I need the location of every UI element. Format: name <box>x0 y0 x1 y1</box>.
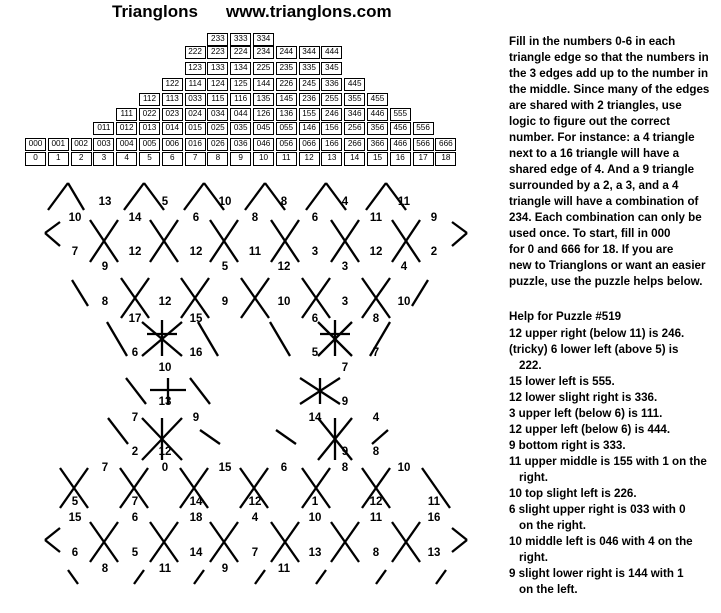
triangle-number: 6 <box>71 547 79 559</box>
table-combo-cell: 266 <box>344 138 365 151</box>
help-hint-line: 9 slight lower right is 144 with 1 <box>509 567 684 580</box>
triangle-number: 5 <box>71 496 79 508</box>
table-combo-cell: 245 <box>299 78 320 91</box>
table-combo-cell: 002 <box>71 138 92 151</box>
table-combo-cell: 066 <box>299 138 320 151</box>
triangle-number: 7 <box>101 462 109 474</box>
table-combo-cell: 015 <box>185 122 206 135</box>
help-title: Help for Puzzle #519 <box>509 310 622 323</box>
table-combo-cell: 046 <box>253 138 274 151</box>
table-combo-cell: 556 <box>413 122 434 135</box>
table-combo-cell: 246 <box>321 108 342 121</box>
table-combo-cell: 222 <box>185 46 206 59</box>
instruction-line: are shared with 2 triangles, use <box>509 99 682 112</box>
table-combo-cell: 124 <box>207 78 228 91</box>
triangle-number: 10 <box>158 362 172 374</box>
triangle-number: 9 <box>341 446 349 458</box>
triangle-number: 6 <box>192 212 200 224</box>
table-combo-cell: 033 <box>185 93 206 106</box>
instruction-line: surrounded by a 2, a 3, and a 4 <box>509 179 679 192</box>
table-combo-cell: 112 <box>139 93 160 106</box>
help-hint-line: right. <box>519 551 548 564</box>
triangle-number: 7 <box>131 496 139 508</box>
triangle-number: 12 <box>248 496 262 508</box>
instruction-line: puzzle, use the puzzle helps below. <box>509 275 703 288</box>
triangle-number: 16 <box>189 347 203 359</box>
instruction-line: the middle. Since many of the edges <box>509 83 710 96</box>
table-sum-cell: 2 <box>71 152 92 166</box>
triangle-number: 17 <box>128 313 142 325</box>
table-combo-cell: 034 <box>207 108 228 121</box>
table-sum-cell: 12 <box>299 152 320 166</box>
table-combo-cell: 006 <box>162 138 183 151</box>
help-hint-line: 15 lower left is 555. <box>509 375 615 388</box>
triangle-number: 11 <box>427 496 441 508</box>
triangle-number: 18 <box>189 512 203 524</box>
triangle-edge <box>200 430 220 444</box>
triangle-number: 12 <box>158 296 172 308</box>
triangle-number: 9 <box>430 212 438 224</box>
triangle-edge <box>412 280 428 306</box>
triangle-edge <box>45 540 60 552</box>
triangle-number: 8 <box>101 296 109 308</box>
help-hint-line: 10 top slight left is 226. <box>509 487 637 500</box>
triangle-number: 12 <box>277 261 291 273</box>
table-sum-cell: 18 <box>435 152 456 166</box>
triangle-edge <box>376 570 386 584</box>
triangle-number: 2 <box>430 246 438 258</box>
triangle-number: 12 <box>369 246 383 258</box>
triangle-number: 5 <box>131 547 139 559</box>
table-sum-cell: 0 <box>25 152 46 166</box>
help-hint-line: on the right. <box>519 519 586 532</box>
instruction-line: for 0 and 666 for 18. If you are <box>509 243 674 256</box>
instruction-line: logic to figure out the correct <box>509 115 671 128</box>
table-combo-cell: 136 <box>276 108 297 121</box>
table-combo-cell: 013 <box>139 122 160 135</box>
table-sum-cell: 10 <box>253 152 274 166</box>
table-combo-cell: 035 <box>230 122 251 135</box>
table-combo-cell: 344 <box>299 46 320 59</box>
triangle-number: 16 <box>427 512 441 524</box>
table-sum-cell: 1 <box>48 152 69 166</box>
triangle-number: 10 <box>397 462 411 474</box>
table-combo-cell: 455 <box>367 93 388 106</box>
triangle-number: 8 <box>372 313 380 325</box>
table-combo-cell: 044 <box>230 108 251 121</box>
triangle-edge <box>190 378 210 404</box>
triangle-number: 5 <box>161 196 169 208</box>
triangle-number: 6 <box>280 462 288 474</box>
table-sum-cell: 11 <box>276 152 297 166</box>
triangle-edge <box>134 570 144 584</box>
triangle-edge <box>452 222 467 233</box>
triangle-number: 10 <box>277 296 291 308</box>
instructions <box>509 34 719 290</box>
table-combo-cell: 056 <box>276 138 297 151</box>
triangle-number: 11 <box>369 512 383 524</box>
triangle-number: 8 <box>280 196 288 208</box>
table-combo-cell: 133 <box>207 62 228 75</box>
triangle-number: 11 <box>158 563 172 575</box>
triangle-number: 10 <box>218 196 232 208</box>
table-combo-cell: 135 <box>253 93 274 106</box>
table-combo-cell: 255 <box>321 93 342 106</box>
instruction-line: Fill in the numbers 0-6 in each <box>509 35 676 48</box>
triangle-number: 11 <box>277 563 291 575</box>
triangle-edge <box>366 183 386 210</box>
table-combo-cell: 122 <box>162 78 183 91</box>
table-sum-cell: 16 <box>390 152 411 166</box>
help-hint-line: 10 middle left is 046 with 4 on the <box>509 535 693 548</box>
table-combo-cell: 555 <box>390 108 411 121</box>
instruction-line: next to a 16 triangle will have a <box>509 147 680 160</box>
table-combo-cell: 016 <box>185 138 206 151</box>
table-combo-cell: 003 <box>93 138 114 151</box>
table-combo-cell: 366 <box>367 138 388 151</box>
triangle-number: 14 <box>189 496 203 508</box>
table-combo-cell: 223 <box>207 46 228 59</box>
triangle-edge <box>107 322 127 356</box>
table-combo-cell: 355 <box>344 93 365 106</box>
table-combo-cell: 335 <box>299 62 320 75</box>
triangle-number: 11 <box>248 246 262 258</box>
table-sum-cell: 9 <box>230 152 251 166</box>
help-hint-line: 6 slight upper right is 033 with 0 <box>509 503 686 516</box>
help-hint-line: 12 upper left (below 6) is 444. <box>509 423 671 436</box>
triangle-edge <box>68 570 78 584</box>
triangle-edge <box>108 418 128 444</box>
triangle-number: 8 <box>372 446 380 458</box>
triangle-number: 5 <box>311 347 319 359</box>
triangle-number: 12 <box>369 496 383 508</box>
table-sum-cell: 14 <box>344 152 365 166</box>
triangle-number: 14 <box>308 412 322 424</box>
table-combo-cell: 244 <box>276 46 297 59</box>
site-title: Trianglons <box>112 2 198 21</box>
table-combo-cell: 446 <box>367 108 388 121</box>
triangle-number: 13 <box>308 547 322 559</box>
instruction-line: shared edge of 4. And a 9 triangle <box>509 163 695 176</box>
triangle-edge <box>255 570 265 584</box>
table-combo-cell: 145 <box>276 93 297 106</box>
table-combo-cell: 225 <box>253 62 274 75</box>
triangle-number: 11 <box>369 212 383 224</box>
triangle-edge <box>276 430 296 444</box>
table-combo-cell: 014 <box>162 122 183 135</box>
help-hint-line: 222. <box>519 359 542 372</box>
instruction-line: triangle will have a combination of <box>509 195 699 208</box>
triangle-number: 7 <box>131 412 139 424</box>
help-list <box>509 326 721 598</box>
table-combo-cell: 025 <box>207 122 228 135</box>
triangle-edge <box>245 183 265 210</box>
help-hint-line: 3 upper left (below 6) is 111. <box>509 407 663 420</box>
instruction-line: used once. To start, fill in 000 <box>509 227 671 240</box>
table-combo-cell: 055 <box>276 122 297 135</box>
triangle-number: 12 <box>158 446 172 458</box>
instruction-line: 234. Each combination can only be <box>509 211 702 224</box>
triangle-number: 9 <box>221 563 229 575</box>
triangle-number: 1 <box>311 496 319 508</box>
triangle-edge <box>48 183 68 210</box>
triangle-edge <box>184 183 204 210</box>
table-sum-cell: 6 <box>162 152 183 166</box>
triangle-edge <box>72 280 88 306</box>
triangle-number: 6 <box>311 313 319 325</box>
triangle-number: 12 <box>128 246 142 258</box>
triangle-number: 7 <box>341 362 349 374</box>
table-combo-cell: 114 <box>185 78 206 91</box>
table-combo-cell: 444 <box>321 46 342 59</box>
table-combo-cell: 226 <box>276 78 297 91</box>
triangle-number: 7 <box>372 347 380 359</box>
table-combo-cell: 333 <box>230 33 251 46</box>
table-combo-cell: 356 <box>367 122 388 135</box>
table-combo-cell: 666 <box>435 138 456 151</box>
table-combo-cell: 005 <box>139 138 160 151</box>
table-combo-cell: 024 <box>185 108 206 121</box>
table-combo-cell: 566 <box>413 138 434 151</box>
table-combo-cell: 126 <box>253 108 274 121</box>
triangle-edge <box>436 570 446 584</box>
help-hint-line: right. <box>519 471 548 484</box>
table-combo-cell: 456 <box>390 122 411 135</box>
table-combo-cell: 001 <box>48 138 69 151</box>
triangle-number: 10 <box>68 212 82 224</box>
triangle-number: 15 <box>68 512 82 524</box>
table-combo-cell: 144 <box>253 78 274 91</box>
table-sum-cell: 8 <box>207 152 228 166</box>
triangle-edge <box>452 233 467 246</box>
triangle-number: 5 <box>221 261 229 273</box>
triangle-edge <box>194 570 204 584</box>
triangle-number: 12 <box>189 246 203 258</box>
triangle-edge <box>126 378 146 404</box>
table-combo-cell: 345 <box>321 62 342 75</box>
triangle-edge <box>270 322 290 356</box>
triangle-number: 6 <box>131 347 139 359</box>
triangle-number: 3 <box>341 261 349 273</box>
triangle-edge <box>124 183 144 210</box>
triangle-number: 15 <box>189 313 203 325</box>
triangle-number: 11 <box>397 196 411 208</box>
triangle-number: 13 <box>98 196 112 208</box>
triangle-edge <box>68 183 84 210</box>
triangle-number: 7 <box>251 547 259 559</box>
help-hint-line: on the left. <box>519 583 578 596</box>
table-combo-cell: 036 <box>230 138 251 151</box>
help-hint-line: 11 upper middle is 155 with 1 on the <box>509 455 707 468</box>
triangle-number: 7 <box>71 246 79 258</box>
triangle-edge <box>452 540 467 552</box>
triangle-edge <box>306 183 326 210</box>
table-combo-cell: 235 <box>276 62 297 75</box>
triangle-number: 10 <box>397 296 411 308</box>
table-combo-cell: 156 <box>321 122 342 135</box>
table-combo-cell: 224 <box>230 46 251 59</box>
table-combo-cell: 336 <box>321 78 342 91</box>
triangle-number: 4 <box>372 412 380 424</box>
table-combo-cell: 233 <box>207 33 228 46</box>
triangle-number: 4 <box>341 196 349 208</box>
triangle-number: 4 <box>251 512 259 524</box>
triangle-edge <box>45 233 60 246</box>
table-combo-cell: 004 <box>116 138 137 151</box>
table-combo-cell: 155 <box>299 108 320 121</box>
triangle-number: 9 <box>221 296 229 308</box>
table-sum-cell: 7 <box>185 152 206 166</box>
table-sum-cell: 4 <box>116 152 137 166</box>
table-sum-cell: 17 <box>413 152 434 166</box>
table-sum-cell: 3 <box>93 152 114 166</box>
triangle-number: 9 <box>192 412 200 424</box>
table-combo-cell: 134 <box>230 62 251 75</box>
site-url[interactable]: www.trianglons.com <box>225 2 392 21</box>
triangle-number: 2 <box>131 446 139 458</box>
triangle-edge <box>452 528 467 540</box>
table-combo-cell: 445 <box>344 78 365 91</box>
table-combo-cell: 346 <box>344 108 365 121</box>
table-combo-cell: 012 <box>116 122 137 135</box>
triangle-number: 6 <box>311 212 319 224</box>
table-sum-cell: 5 <box>139 152 160 166</box>
table-combo-cell: 026 <box>207 138 228 151</box>
table-combo-cell: 023 <box>162 108 183 121</box>
triangle-number: 0 <box>161 462 169 474</box>
table-sum-cell: 13 <box>321 152 342 166</box>
triangle-edge <box>45 222 60 233</box>
table-combo-cell: 113 <box>162 93 183 106</box>
table-combo-cell: 000 <box>25 138 46 151</box>
triangle-number: 3 <box>311 246 319 258</box>
help-hint-line: 9 bottom right is 333. <box>509 439 626 452</box>
triangle-number: 8 <box>341 462 349 474</box>
triangle-number: 8 <box>372 547 380 559</box>
table-combo-cell: 022 <box>139 108 160 121</box>
triangle-number: 10 <box>308 512 322 524</box>
instruction-line: number. For instance: a 4 triangle <box>509 131 695 144</box>
triangle-number: 14 <box>189 547 203 559</box>
triangle-number: 15 <box>218 462 232 474</box>
triangle-number: 13 <box>158 396 172 408</box>
triangle-number: 8 <box>251 212 259 224</box>
triangle-number: 4 <box>400 261 408 273</box>
table-combo-cell: 045 <box>253 122 274 135</box>
table-combo-cell: 111 <box>116 108 137 121</box>
table-combo-cell: 166 <box>321 138 342 151</box>
triangle-number: 13 <box>427 547 441 559</box>
help-hint-line: (tricky) 6 lower left (above 5) is <box>509 343 679 356</box>
help-hint-line: 12 lower slight right is 336. <box>509 391 658 404</box>
triangle-edge <box>316 570 326 584</box>
triangle-number: 3 <box>341 296 349 308</box>
table-combo-cell: 125 <box>230 78 251 91</box>
table-combo-cell: 123 <box>185 62 206 75</box>
instruction-line: triangle edge so that the numbers in <box>509 51 709 64</box>
triangle-number: 6 <box>131 512 139 524</box>
triangle-number: 8 <box>101 563 109 575</box>
table-combo-cell: 234 <box>253 46 274 59</box>
triangle-edge <box>45 528 60 540</box>
help-hint-line: 12 upper right (below 11) is 246. <box>509 327 685 340</box>
table-sum-cell: 15 <box>367 152 388 166</box>
table-combo-cell: 115 <box>207 93 228 106</box>
table-combo-cell: 466 <box>390 138 411 151</box>
table-combo-cell: 256 <box>344 122 365 135</box>
instruction-line: the 3 edges add up to the number in <box>509 67 709 80</box>
triangle-edge <box>372 430 388 444</box>
table-combo-cell: 116 <box>230 93 251 106</box>
triangle-number: 14 <box>128 212 142 224</box>
instruction-line: new to Trianglons or want an easier <box>509 259 706 272</box>
triangle-number: 9 <box>101 261 109 273</box>
table-combo-cell: 236 <box>299 93 320 106</box>
triangle-number: 9 <box>341 396 349 408</box>
table-combo-cell: 146 <box>299 122 320 135</box>
table-combo-cell: 011 <box>93 122 114 135</box>
table-combo-cell: 334 <box>253 33 274 46</box>
